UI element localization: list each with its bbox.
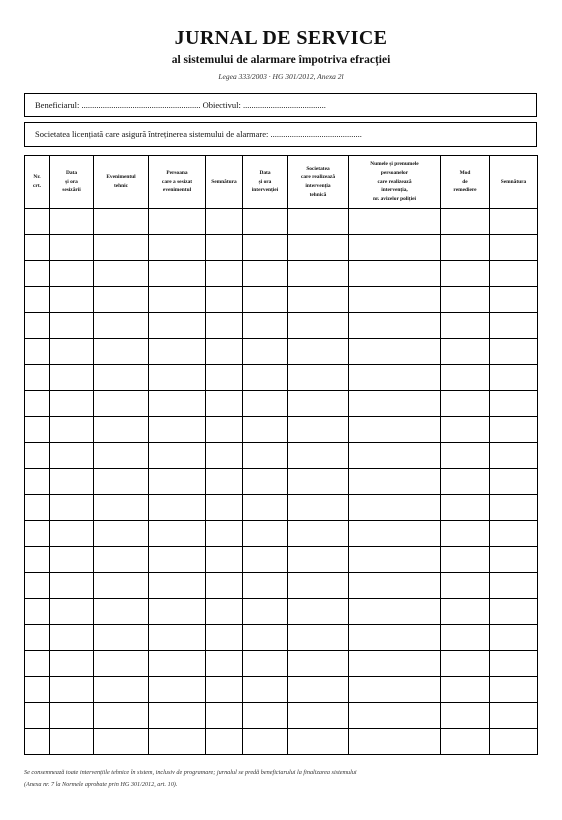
table-cell[interactable] [50, 495, 94, 521]
table-cell[interactable] [149, 729, 206, 755]
table-cell[interactable] [25, 313, 50, 339]
table-cell[interactable] [25, 209, 50, 235]
table-cell[interactable] [243, 677, 288, 703]
table-cell[interactable] [25, 729, 50, 755]
table-cell[interactable] [288, 703, 349, 729]
table-cell[interactable] [25, 287, 50, 313]
table-cell[interactable] [490, 677, 538, 703]
table-cell[interactable] [243, 365, 288, 391]
table-cell[interactable] [149, 573, 206, 599]
table-cell[interactable] [94, 261, 149, 287]
table-cell[interactable] [490, 391, 538, 417]
table-cell[interactable] [288, 339, 349, 365]
column-header: Evenimentul tehnic [94, 156, 149, 209]
table-cell[interactable] [441, 391, 490, 417]
table-cell[interactable] [50, 625, 94, 651]
table-row [25, 235, 538, 261]
table-cell[interactable] [206, 703, 243, 729]
table-cell[interactable] [441, 573, 490, 599]
table-cell[interactable] [288, 313, 349, 339]
table-row [25, 443, 538, 469]
table-cell[interactable] [490, 729, 538, 755]
table-cell[interactable] [243, 287, 288, 313]
table-cell[interactable] [349, 625, 441, 651]
table-cell[interactable] [25, 469, 50, 495]
table-cell[interactable] [349, 573, 441, 599]
table-cell[interactable] [25, 651, 50, 677]
table-cell[interactable] [94, 573, 149, 599]
table-cell[interactable] [149, 391, 206, 417]
table-cell[interactable] [94, 469, 149, 495]
table-cell[interactable] [50, 469, 94, 495]
table-cell[interactable] [25, 625, 50, 651]
table-cell[interactable] [149, 339, 206, 365]
table-cell[interactable] [206, 261, 243, 287]
table-cell[interactable] [288, 495, 349, 521]
table-cell[interactable] [349, 443, 441, 469]
table-cell[interactable] [441, 261, 490, 287]
table-cell[interactable] [288, 651, 349, 677]
table-cell[interactable] [490, 521, 538, 547]
table-cell[interactable] [441, 599, 490, 625]
table-cell[interactable] [149, 703, 206, 729]
table-cell[interactable] [94, 209, 149, 235]
table-cell[interactable] [243, 443, 288, 469]
table-cell[interactable] [94, 599, 149, 625]
table-cell[interactable] [25, 703, 50, 729]
table-cell[interactable] [149, 417, 206, 443]
table-cell[interactable] [243, 495, 288, 521]
column-header: Numele și prenumele persoanelor care realizează intervenția, nr. avizelor poliției [349, 156, 441, 209]
table-row [25, 625, 538, 651]
table-cell[interactable] [441, 495, 490, 521]
document-subtitle: al sistemului de alarmare împotriva efracției [171, 54, 391, 66]
table-row [25, 209, 538, 235]
table-cell[interactable] [206, 417, 243, 443]
column-header: Nr. crt. [25, 156, 50, 209]
column-header: Semnătura [206, 156, 243, 209]
table-cell[interactable] [94, 313, 149, 339]
table-cell[interactable] [149, 547, 206, 573]
table-cell[interactable] [349, 651, 441, 677]
table-cell[interactable] [25, 235, 50, 261]
table-cell[interactable] [206, 573, 243, 599]
table-header-row [25, 156, 538, 209]
table-cell[interactable] [149, 677, 206, 703]
table-cell[interactable] [243, 599, 288, 625]
table-cell[interactable] [94, 287, 149, 313]
table-cell[interactable] [94, 677, 149, 703]
table-cell[interactable] [243, 625, 288, 651]
table-cell[interactable] [288, 261, 349, 287]
table-cell[interactable] [50, 365, 94, 391]
table-row [25, 651, 538, 677]
table-cell[interactable] [94, 703, 149, 729]
table-cell[interactable] [206, 521, 243, 547]
table-cell[interactable] [149, 469, 206, 495]
table-cell[interactable] [349, 521, 441, 547]
table-cell[interactable] [25, 339, 50, 365]
table-cell[interactable] [206, 547, 243, 573]
table-cell[interactable] [25, 599, 50, 625]
table-cell[interactable] [94, 729, 149, 755]
table-cell[interactable] [349, 729, 441, 755]
table-cell[interactable] [441, 703, 490, 729]
table-cell[interactable] [490, 573, 538, 599]
table-cell[interactable] [206, 677, 243, 703]
table-cell[interactable] [94, 339, 149, 365]
table-cell[interactable] [490, 417, 538, 443]
table-cell[interactable] [50, 651, 94, 677]
table-cell[interactable] [243, 547, 288, 573]
table-body [25, 209, 538, 755]
table-cell[interactable] [288, 729, 349, 755]
table-cell[interactable] [349, 391, 441, 417]
table-row [25, 573, 538, 599]
table-cell[interactable] [441, 625, 490, 651]
table-cell[interactable] [349, 417, 441, 443]
column-header: Semnătura [490, 156, 538, 209]
table-cell[interactable] [288, 235, 349, 261]
table-cell[interactable] [25, 261, 50, 287]
table-cell[interactable] [441, 521, 490, 547]
column-header: Data și ora intervenției [243, 156, 288, 209]
table-cell[interactable] [441, 417, 490, 443]
table-cell[interactable] [288, 677, 349, 703]
table-cell[interactable] [243, 521, 288, 547]
licensed-company-field[interactable]: Societatea licențiată care asigură întreținerea sistemului de alarmare: ........................................... [24, 122, 537, 147]
table-cell[interactable] [206, 651, 243, 677]
table-cell[interactable] [490, 625, 538, 651]
table-cell[interactable] [441, 469, 490, 495]
table-cell[interactable] [50, 729, 94, 755]
table-cell[interactable] [441, 235, 490, 261]
table-cell[interactable] [94, 391, 149, 417]
column-header: Persoana care a sesizat evenimentul [149, 156, 206, 209]
table-cell[interactable] [206, 625, 243, 651]
table-cell[interactable] [50, 417, 94, 443]
table-cell[interactable] [206, 287, 243, 313]
table-cell[interactable] [288, 417, 349, 443]
table-cell[interactable] [349, 365, 441, 391]
table-cell[interactable] [50, 547, 94, 573]
table-cell[interactable] [50, 703, 94, 729]
table-cell[interactable] [490, 365, 538, 391]
table-cell[interactable] [490, 209, 538, 235]
table-cell[interactable] [243, 235, 288, 261]
table-cell[interactable] [206, 469, 243, 495]
table-cell[interactable] [288, 365, 349, 391]
table-cell[interactable] [288, 599, 349, 625]
table-cell[interactable] [149, 521, 206, 547]
table-cell[interactable] [50, 599, 94, 625]
table-cell[interactable] [349, 287, 441, 313]
table-cell[interactable] [243, 313, 288, 339]
table-cell[interactable] [349, 313, 441, 339]
legal-basis: Legea 333/2003 · HG 301/2012, Anexa 2l [218, 72, 344, 81]
table-row [25, 391, 538, 417]
table-cell[interactable] [349, 703, 441, 729]
table-row [25, 677, 538, 703]
table-cell[interactable] [94, 651, 149, 677]
table-cell[interactable] [441, 547, 490, 573]
table-cell[interactable] [243, 703, 288, 729]
table-cell[interactable] [441, 313, 490, 339]
table-row [25, 261, 538, 287]
table-cell[interactable] [349, 547, 441, 573]
table-cell[interactable] [94, 365, 149, 391]
table-cell[interactable] [441, 365, 490, 391]
table-cell[interactable] [441, 443, 490, 469]
table-cell[interactable] [206, 443, 243, 469]
table-cell[interactable] [50, 209, 94, 235]
table-cell[interactable] [441, 651, 490, 677]
table-cell[interactable] [490, 339, 538, 365]
table-cell[interactable] [490, 313, 538, 339]
footer-note: Se consemnează toate intervențiile tehnice în sistem, inclusiv de programare; jurnalul se predă beneficiarului la finalizarea sistemului [24, 769, 357, 776]
table-cell[interactable] [94, 521, 149, 547]
table-row [25, 287, 538, 313]
table-cell[interactable] [25, 495, 50, 521]
table-cell[interactable] [25, 547, 50, 573]
table-cell[interactable] [288, 443, 349, 469]
table-cell[interactable] [149, 365, 206, 391]
table-cell[interactable] [349, 339, 441, 365]
table-row [25, 521, 538, 547]
table-cell[interactable] [243, 651, 288, 677]
beneficiary-field[interactable]: Beneficiarul: ........................................................ Obiectivul: ....................................... [24, 93, 537, 117]
table-cell[interactable] [490, 495, 538, 521]
table-cell[interactable] [349, 235, 441, 261]
table-cell[interactable] [288, 547, 349, 573]
table-cell[interactable] [349, 599, 441, 625]
table-cell[interactable] [490, 261, 538, 287]
table-cell[interactable] [349, 469, 441, 495]
table-cell[interactable] [490, 547, 538, 573]
table-cell[interactable] [243, 391, 288, 417]
table-cell[interactable] [441, 729, 490, 755]
table-cell[interactable] [50, 287, 94, 313]
table-cell[interactable] [50, 521, 94, 547]
table-cell[interactable] [490, 469, 538, 495]
table-row [25, 703, 538, 729]
table-cell[interactable] [94, 235, 149, 261]
table-cell[interactable] [349, 261, 441, 287]
table-row [25, 495, 538, 521]
table-cell[interactable] [243, 469, 288, 495]
table-cell[interactable] [50, 443, 94, 469]
table-cell[interactable] [490, 287, 538, 313]
table-cell[interactable] [206, 209, 243, 235]
table-row [25, 417, 538, 443]
table-cell[interactable] [288, 391, 349, 417]
table-cell[interactable] [243, 339, 288, 365]
table-cell[interactable] [149, 235, 206, 261]
table-cell[interactable] [25, 417, 50, 443]
table-cell[interactable] [25, 573, 50, 599]
table-row [25, 313, 538, 339]
table-cell[interactable] [94, 547, 149, 573]
table-cell[interactable] [206, 365, 243, 391]
table-cell[interactable] [149, 599, 206, 625]
table-cell[interactable] [441, 287, 490, 313]
column-header: Mod de remediere [441, 156, 490, 209]
table-cell[interactable] [206, 313, 243, 339]
table-cell[interactable] [94, 625, 149, 651]
table-cell[interactable] [349, 677, 441, 703]
table-cell[interactable] [243, 209, 288, 235]
table-cell[interactable] [50, 339, 94, 365]
table-cell[interactable] [25, 391, 50, 417]
table-cell[interactable] [288, 209, 349, 235]
table-cell[interactable] [206, 729, 243, 755]
table-row [25, 469, 538, 495]
table-row [25, 339, 538, 365]
service-log-table [24, 155, 538, 755]
table-cell[interactable] [441, 677, 490, 703]
footer-reference: (Anexa nr. 7 la Normele aprobate prin HG 301/2012, art. 10). [24, 781, 178, 788]
table-cell[interactable] [50, 235, 94, 261]
document-title: JURNAL DE SERVICE [174, 27, 388, 49]
table-cell[interactable] [206, 495, 243, 521]
table-cell[interactable] [149, 443, 206, 469]
table-cell[interactable] [206, 599, 243, 625]
table-cell[interactable] [288, 287, 349, 313]
table-cell[interactable] [94, 495, 149, 521]
table-cell[interactable] [25, 443, 50, 469]
table-cell[interactable] [50, 313, 94, 339]
table-cell[interactable] [288, 625, 349, 651]
table-cell[interactable] [288, 521, 349, 547]
table-cell[interactable] [25, 521, 50, 547]
table-row [25, 547, 538, 573]
table-cell[interactable] [349, 495, 441, 521]
table-cell[interactable] [149, 261, 206, 287]
table-cell[interactable] [50, 391, 94, 417]
table-cell[interactable] [149, 313, 206, 339]
table-cell[interactable] [50, 573, 94, 599]
table-cell[interactable] [243, 729, 288, 755]
table-cell[interactable] [94, 443, 149, 469]
column-header: Data și ora sesizării [50, 156, 94, 209]
table-cell[interactable] [94, 417, 149, 443]
table-cell[interactable] [25, 677, 50, 703]
table-cell[interactable] [490, 443, 538, 469]
table-cell[interactable] [50, 677, 94, 703]
table-cell[interactable] [149, 495, 206, 521]
table-row [25, 729, 538, 755]
column-header: Societatea care realizează intervenția tehnică [288, 156, 349, 209]
table-cell[interactable] [149, 209, 206, 235]
table-cell[interactable] [288, 573, 349, 599]
table-cell[interactable] [490, 703, 538, 729]
table-cell[interactable] [490, 651, 538, 677]
table-cell[interactable] [490, 235, 538, 261]
table-cell[interactable] [490, 599, 538, 625]
table-cell[interactable] [206, 235, 243, 261]
table-cell[interactable] [243, 573, 288, 599]
table-cell[interactable] [349, 209, 441, 235]
table-cell[interactable] [206, 391, 243, 417]
table-row [25, 365, 538, 391]
table-cell[interactable] [206, 339, 243, 365]
table-row [25, 599, 538, 625]
table-cell[interactable] [288, 469, 349, 495]
table-cell[interactable] [243, 417, 288, 443]
table-cell[interactable] [149, 287, 206, 313]
table-cell[interactable] [25, 365, 50, 391]
table-cell[interactable] [149, 625, 206, 651]
table-cell[interactable] [441, 209, 490, 235]
table-cell[interactable] [243, 261, 288, 287]
table-cell[interactable] [441, 339, 490, 365]
table-cell[interactable] [149, 651, 206, 677]
table-cell[interactable] [50, 261, 94, 287]
